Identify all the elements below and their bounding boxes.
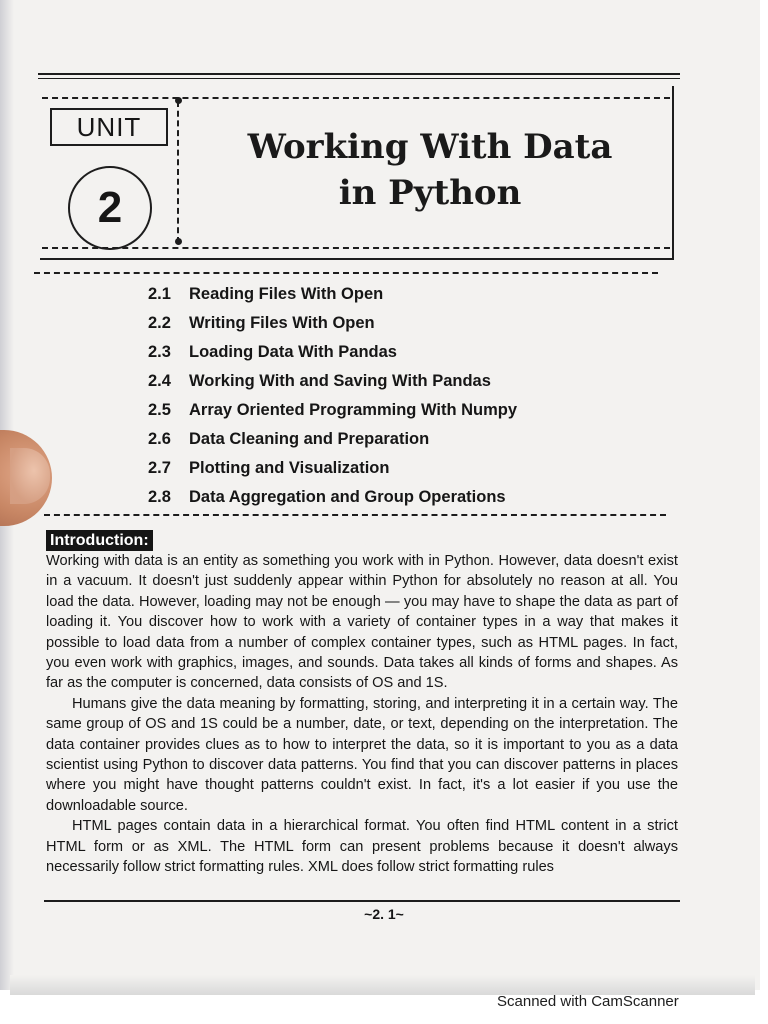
divider-dot-bottom — [175, 238, 182, 245]
introduction-body — [46, 551, 678, 878]
contents-title: Working With and Saving With Pandas — [189, 372, 491, 390]
top-rule — [38, 73, 680, 75]
contents-number: 2.3 — [148, 343, 171, 361]
divider-dot-top — [175, 97, 182, 104]
contents-number: 2.5 — [148, 401, 171, 419]
contents-item — [148, 425, 517, 454]
contents-dash-bottom — [44, 514, 666, 516]
contents-title: Data Cleaning and Preparation — [189, 430, 430, 448]
contents-title: Loading Data With Pandas — [189, 343, 397, 361]
contents-number: 2.8 — [148, 488, 171, 506]
unit-number: 2 — [68, 166, 152, 250]
top-rule-thin — [38, 78, 680, 79]
chapter-title-line-2: in Python — [338, 173, 522, 213]
contents-number: 2.1 — [148, 285, 171, 303]
page-number: ~2. 1~ — [364, 906, 404, 922]
contents-item — [148, 396, 517, 425]
contents-item — [148, 367, 517, 396]
contents-number: 2.4 — [148, 372, 171, 390]
contents-number: 2.6 — [148, 430, 171, 448]
contents-dash-top — [34, 272, 658, 274]
paragraph: Working with data is an entity as something you work with in Python. However, data doesn't exist in a vacuum. It doesn't just suddenly appear within Python for absolutely no reason at all. You load the data. However, loading may not be enough — you may have to shape the data as part of loading it. You discover how to work with a variety of container types in a way that makes it possible to load data from a number of complex container types, such as HTML pages. In fact, you even work with graphics, images, and sounds. Data takes all kinds of forms and shapes. As far as the computer is concerned, data consists of OS and 1S. — [46, 553, 678, 692]
contents-number: 2.2 — [148, 314, 171, 332]
contents-item — [148, 309, 517, 338]
unit-label: UNIT — [50, 108, 168, 146]
contents-item — [148, 280, 517, 309]
contents-title: Array Oriented Programming With Numpy — [189, 401, 518, 419]
header-dash-bottom — [42, 247, 670, 249]
chapter-title-line-1: Working With Data — [247, 127, 613, 167]
header-dash-divider — [177, 101, 179, 243]
contents-title: Writing Files With Open — [189, 314, 375, 332]
contents-title: Reading Files With Open — [189, 285, 384, 303]
contents-title: Data Aggregation and Group Operations — [189, 488, 506, 506]
paragraph: Humans give the data meaning by formatting, storing, and interpreting it in a certain way. The same group of OS and 1S could be a number, date, or text, depending on the interpretation. The data container provides clues as to how to interpret the data, so it is important to you as a data scientist using Python to discover data patterns. You find that you can discover patterns in places where you might have thought patterns couldn't exist. In fact, it's a lot easier if you use the downloadable source. — [46, 695, 678, 814]
contents-number: 2.7 — [148, 459, 171, 477]
bottom-rule — [44, 900, 680, 902]
page-bottom-edge — [10, 975, 755, 995]
paragraph: HTML pages contain data in a hierarchical format. You often find HTML content in a strict HTML form or as XML. The HTML form can present problems because it doesn't always necessarily follow strict formatting rules. XML does follow strict formatting rules — [46, 818, 678, 876]
scanner-watermark: Scanned with CamScanner — [497, 993, 679, 1010]
chapter-title — [195, 124, 665, 216]
contents-item — [148, 454, 517, 483]
contents-item — [148, 338, 517, 367]
contents-list — [148, 280, 517, 512]
header-dash-top — [42, 97, 670, 99]
contents-item — [148, 483, 517, 512]
contents-title: Plotting and Visualization — [189, 459, 390, 477]
introduction-heading: Introduction: — [46, 530, 153, 551]
